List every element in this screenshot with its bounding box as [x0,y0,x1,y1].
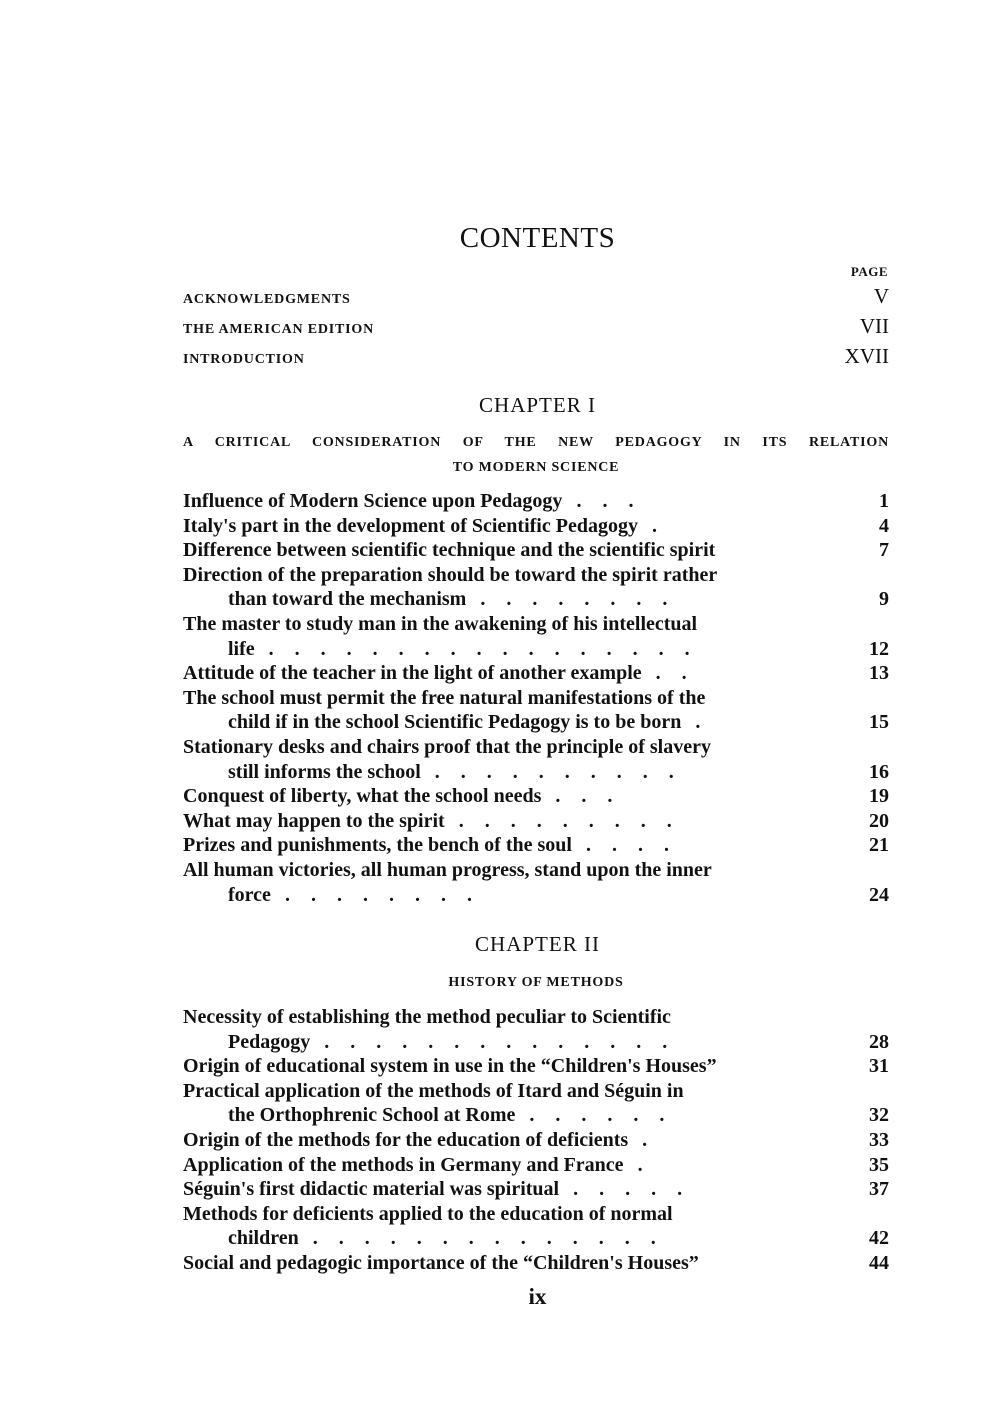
toc-entry-title [183,1079,823,1128]
dot-leader: . . . . . . . . . [458,809,680,832]
toc-entry-title [183,1153,823,1178]
toc-entry-title [183,489,823,514]
toc-entry-page: 16 [869,760,889,783]
toc-entry [183,661,889,686]
toc-entry-line: Methods for deficients applied to the education of normal [183,1202,673,1225]
toc-entry [183,686,889,735]
chapter-subtitle [183,970,889,995]
toc-entry-line: Origin of educational system in use in the “Children's Houses” [183,1055,717,1078]
toc-entry-title [183,1251,823,1276]
toc-entry-line: Influence of Modern Science upon Pedagogy [183,490,563,512]
dot-leader: . [642,1128,656,1151]
dot-leader: . . [655,662,695,685]
toc-entry-title [183,809,823,834]
toc-entry [183,1251,889,1276]
toc-entry-line: Pedagogy [228,1030,311,1053]
toc-entry-line: life [228,637,255,660]
toc-entry [183,489,889,514]
toc-entry-line: Difference between scientific technique and the scientific spirit [183,539,716,562]
toc-entry-title [183,661,823,686]
toc-entry-page: 19 [869,785,889,808]
toc-entry-line: Origin of the methods for the education of deficients [183,1128,629,1151]
toc-entry-title [183,858,823,907]
dot-leader: . . . [576,490,642,512]
toc-entry-page: 44 [869,1251,889,1274]
toc-entry-page: 21 [869,834,889,857]
toc-entry-line: What may happen to the spirit [183,809,445,832]
chapter-subtitle [183,430,889,480]
toc-entry [183,735,889,784]
toc-entry [183,1153,889,1178]
front-matter-label: ACKNOWLEDGMENTS [183,292,351,307]
toc-entry-page: 9 [879,588,889,611]
front-matter-label: INTRODUCTION [183,352,305,367]
toc-entry-line: the Orthophrenic School at Rome [228,1104,516,1127]
toc-entry-line: Necessity of establishing the method peculiar to Scientific [183,1006,671,1028]
front-matter-item [183,344,889,374]
page-column-label: PAGE [850,264,888,279]
dot-leader: . [651,514,665,537]
toc-entry [183,1079,889,1128]
toc-entry-line: than toward the mechanism [228,588,467,611]
toc-entry [183,563,889,612]
toc-entry [183,858,889,907]
toc-entry-line: children [228,1227,299,1250]
toc-entry-line: Social and pedagogic importance of the “Children's Houses” [183,1251,699,1274]
toc-entry-page: 24 [869,883,889,906]
front-matter-page: XVII [844,344,889,368]
toc-entry [183,833,889,858]
chapter-heading: CHAPTER I [479,393,596,417]
toc-entry [183,1177,889,1202]
toc-entry-title [183,1005,823,1054]
toc-entry-line: Séguin's first didactic material was spiritual [183,1178,560,1201]
toc-entry [183,1202,889,1251]
toc-entry [183,538,889,563]
toc-entry-page: 35 [869,1153,889,1176]
chapter-subtitle-line: HISTORY OF METHODS [448,975,624,990]
dot-leader: . . . . . [573,1178,691,1201]
toc-entry-title [183,833,823,858]
dot-leader: . . . . [585,834,677,857]
toc-entry-title [183,612,823,661]
dot-leader: . . . . . . . . . . . . . . [312,1227,664,1250]
toc-entry-line: Stationary desks and chairs proof that the principle of slavery [183,735,711,758]
dot-leader: . . . . . . [529,1104,673,1127]
dot-leader: . . . . . . . . [480,588,676,611]
toc-entry-title [183,1202,823,1251]
dot-leader: . [695,711,709,734]
dot-leader: . . . [555,785,621,808]
toc-entry-line: force [228,883,271,906]
toc-entry-title [183,735,823,784]
chapter-entries [183,1005,889,1276]
toc-entry-line: child if in the school Scientific Pedagogy is to be born [228,711,682,734]
toc-entry [183,1054,889,1079]
toc-entry-title [183,563,823,612]
toc-entry-page: 12 [869,637,889,660]
dot-leader: . . . . . . . . . . [434,760,682,783]
front-matter-item [183,284,889,314]
toc-entry-title [183,1177,823,1202]
toc-entry-line: The master to study man in the awakening of his intellectual [183,612,698,635]
front-matter-label: THE AMERICAN EDITION [183,322,375,337]
front-matter-page: VII [859,314,889,338]
chapter-heading: CHAPTER II [475,932,600,956]
toc-entry [183,612,889,661]
toc-entry-line: still informs the school [228,760,421,783]
toc-entry-page: 1 [879,490,889,512]
toc-entry-title [183,686,823,735]
page-title: CONTENTS [459,222,616,254]
toc-entry-line: Direction of the preparation should be toward the spirit rather [183,563,718,586]
toc-entry [183,514,889,539]
toc-entry-line: Attitude of the teacher in the light of another example [183,662,642,685]
chapter-subtitle-line: A CRITICAL CONSIDERATION OF THE NEW PEDAGOGY IN ITS RELATION [183,435,889,450]
dot-leader: . . . . . . . . . . . . . . . . . [268,637,698,660]
page-number: ix [528,1284,547,1309]
chapter-subtitle-line: TO MODERN SCIENCE [452,460,620,475]
toc-entry-line: Practical application of the methods of Itard and Séguin in [183,1079,684,1102]
toc-entry-line: Conquest of liberty, what the school needs [183,785,542,808]
toc-entry-line: Application of the methods in Germany and France [183,1153,624,1176]
toc-entry-page: 13 [869,662,889,685]
chapter-entries [183,489,889,907]
toc-entry-title [183,514,823,539]
toc-entry-title [183,784,823,809]
toc-entry-page: 4 [879,514,889,537]
toc-entry-line: Italy's part in the development of Scientific Pedagogy [183,514,638,537]
dot-leader: . . . . . . . . [284,883,480,906]
toc-entry-page: 28 [869,1030,889,1053]
front-matter-page: V [873,284,889,308]
front-matter-item [183,314,889,344]
toc-entry-page: 32 [869,1104,889,1127]
toc-entry-page: 20 [869,809,889,832]
toc-entry-page: 37 [869,1178,889,1201]
front-matter-list [183,284,889,374]
toc-entry [183,1005,889,1054]
toc-entry [183,809,889,834]
toc-entry-line: The school must permit the free natural manifestations of the [183,686,706,709]
toc-entry-title [183,1128,823,1153]
toc-entry [183,1128,889,1153]
toc-entry-page: 33 [869,1128,889,1151]
toc-entry-page: 7 [879,539,889,562]
toc-entry-page: 15 [869,711,889,734]
toc-entry-page: 31 [869,1055,889,1078]
toc-entry-page: 42 [869,1227,889,1250]
dot-leader: . [637,1153,651,1176]
toc-entry-title [183,1054,823,1079]
toc-entry-line: Prizes and punishments, the bench of the soul [183,834,572,857]
toc-entry [183,784,889,809]
dot-leader: . . . . . . . . . . . . . . [324,1030,676,1053]
toc-entry-title [183,538,823,563]
toc-entry-line: All human victories, all human progress, stand upon the inner [183,858,712,881]
